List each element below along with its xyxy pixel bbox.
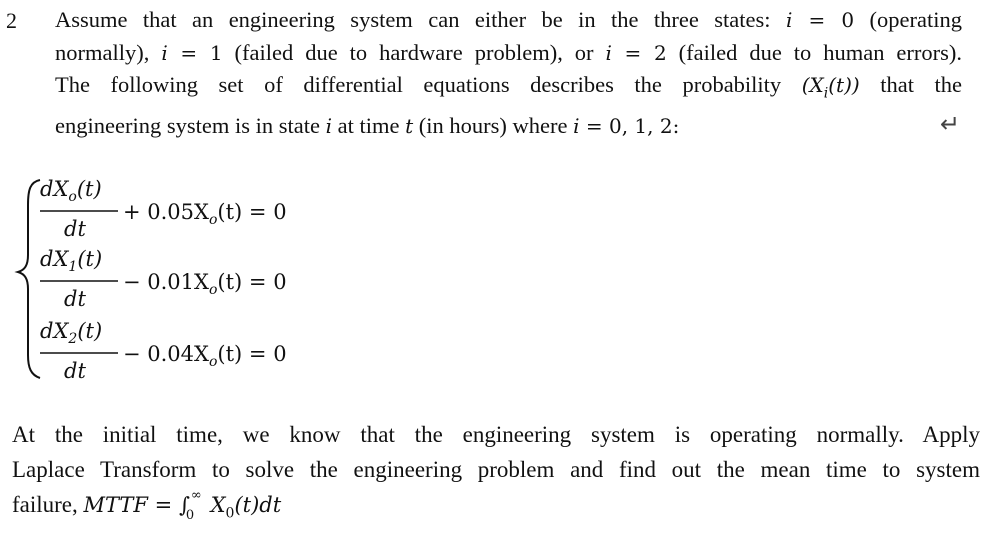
svg-text:− 0.01Xo(t) = 0: − $0.01X_o(t) = 0$ (123, 270, 287, 298)
equation-2 (40, 247, 287, 311)
question-number: 2 (6, 8, 17, 33)
statement-line-1: Assume that an engineering system can either be in the three states: i = 0 (operating (55, 7, 962, 32)
question-line-3: failure, MTTF = ∫ ∞ 0 $X_0(t)dt$ (12, 487, 980, 532)
question-paragraph (12, 417, 980, 532)
equation-1 (40, 177, 287, 241)
statement-line-4: engineering system is in state i at time t (in hours) where i = 0, 1, 2: (55, 113, 680, 138)
svg-text:dt: dt (64, 359, 86, 383)
return-mark-icon: ↵ (940, 110, 961, 138)
integral-upper-limit: ∞ (190, 488, 202, 503)
svg-text:dX1(t): $dX_1(t)$ (40, 247, 103, 275)
svg-text:dt: dt (64, 287, 86, 311)
question-line-1: At the initial time, we know that the engineering system is operating normally. Apply (12, 422, 980, 447)
svg-text:− 0.04Xo(t) = 0: − $0.04X_o(t) = 0$ (123, 342, 287, 370)
left-brace (18, 180, 40, 378)
mttf-label: MTTF (83, 493, 148, 517)
statement-line-2: normally), i = 1 (failed due to hardware problem), or i = 2 (failed due to human errors). (55, 39, 963, 65)
svg-text:dX2(t): $dX_2(t)$ (40, 319, 103, 347)
svg-text:dXo(t): $dX_o(t)$ (40, 177, 102, 205)
integral-sign: ∫ (178, 493, 190, 517)
equation-3 (40, 319, 287, 383)
statement-line-3: The following set of differential equations describes the probability $(X_i(t))$ that the (55, 72, 962, 102)
svg-text:dt: dt (64, 217, 86, 241)
integral-lower-limit: 0 (185, 508, 195, 523)
svg-text:+ 0.05Xo(t) = 0: + $0.05X_o(t) = 0$ (123, 200, 287, 228)
question-line-2: Laplace Transform to solve the engineering problem and find out the mean time to system (12, 457, 980, 482)
